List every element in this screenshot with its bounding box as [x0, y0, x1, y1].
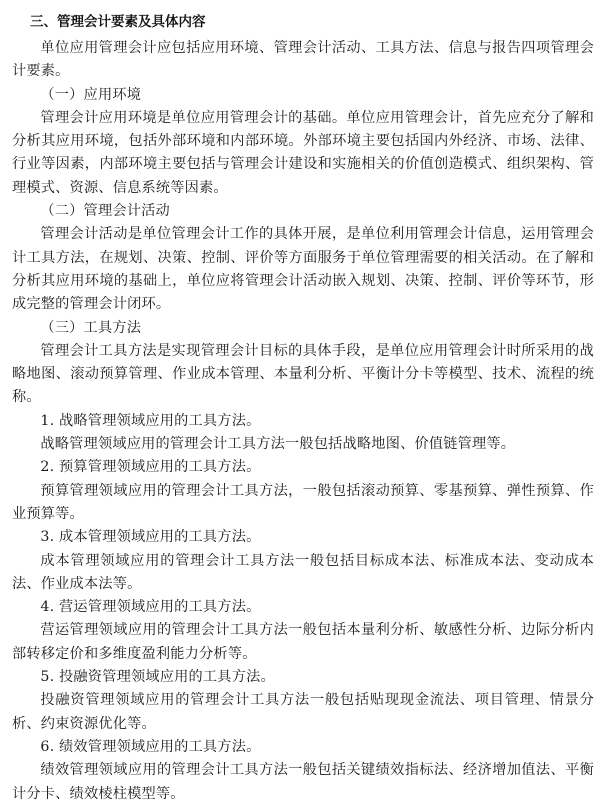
list-item-body: 营运管理领域应用的管理会计工具方法一般包括本量利分析、敏感性分析、边际分析内部转移定价和多维度盈利能力分析等。 — [12, 622, 594, 662]
section-title: 三、管理会计要素及具体内容 — [30, 14, 206, 30]
tools-paragraph: 管理会计工具方法是实现管理会计目标的具体手段，是单位应用管理会计时所采用的战略地图、滚动预算管理、作业成本管理、本量利分析、平衡计分卡等模型、技术、流程的统称。 — [12, 342, 594, 406]
list-item-title: 6. 绩效管理领域应用的工具方法。 — [40, 738, 261, 755]
document-page — [12, 10, 594, 806]
list-item-body: 预算管理领域应用的管理会计工具方法，一般包括滚动预算、零基预算、弹性预算、作业预算等。 — [12, 482, 594, 522]
list-item-body: 战略管理领域应用的管理会计工具方法一般包括战略地图、价值链管理等。 — [40, 436, 516, 453]
subsection-title-tools: （三）工具方法 — [40, 319, 142, 336]
intro-paragraph: 单位应用管理会计应包括应用环境、管理会计活动、工具方法、信息与报告四项管理会计要素。 — [12, 40, 594, 80]
list-item-title: 3. 成本管理领域应用的工具方法。 — [40, 529, 261, 546]
activities-paragraph: 管理会计活动是单位管理会计工作的具体开展，是单位利用管理会计信息，运用管理会计工具方法，在规划、决策、控制、评价等方面服务于单位管理需要的相关活动。在了解和分析其应用环境的基础上，单位应将管理会计活动嵌入规划、决策、控制、评价等环节，形成完整的管理会计闭环。 — [12, 226, 594, 313]
list-item-body: 成本管理领域应用的管理会计工具方法一般包括目标成本法、标准成本法、变动成本法、作业成本法等。 — [12, 552, 594, 592]
list-item-title: 4. 营运管理领域应用的工具方法。 — [40, 599, 261, 616]
list-item-title: 5. 投融资管理领域应用的工具方法。 — [40, 669, 275, 686]
subsection-title-environment: （一）应用环境 — [40, 86, 142, 103]
list-item-body: 投融资管理领域应用的管理会计工具方法一般包括贴现现金流法、项目管理、情景分析、约束资源优化等。 — [12, 692, 594, 732]
list-item-title: 1. 战略管理领域应用的工具方法。 — [40, 412, 261, 429]
list-item-title: 2. 预算管理领域应用的工具方法。 — [40, 459, 261, 476]
environment-paragraph: 管理会计应用环境是单位应用管理会计的基础。单位应用管理会计，首先应充分了解和分析其应用环境，包括外部环境和内部环境。外部环境主要包括国内外经济、市场、法律、行业等因素，内部环境主要包括与管理会计建设和实施相关的价值创造模式、组织架构、管理模式、资源、信息系统等因素。 — [12, 109, 594, 196]
list-item-body: 绩效管理领域应用的管理会计工具方法一般包括关键绩效指标法、经济增加值法、平衡计分卡、绩效棱柱模型等。 — [12, 762, 594, 802]
subsection-title-activities: （二）管理会计活动 — [40, 203, 170, 220]
